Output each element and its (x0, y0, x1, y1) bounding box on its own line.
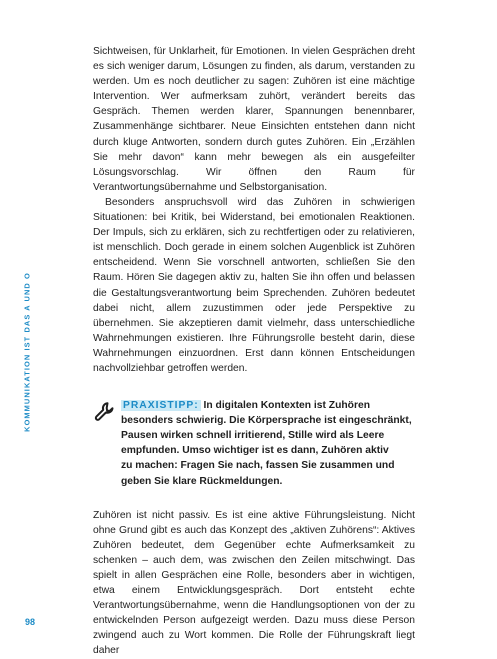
tip-lead: In digitalen Kontexten ist Zuhören (200, 400, 370, 412)
tip-line-2: besonders schwierig. Die Körpersprache ist eingeschränkt, (121, 415, 412, 427)
tip-line-3: Pausen wirken schnell irritierend, Stille wird als Leere (121, 430, 385, 442)
tip-line-1 (121, 398, 415, 413)
wrench-icon (93, 400, 117, 424)
paragraph-1: Sichtweisen, für Unklarheit, für Emotionen. In vielen Gesprächen dreht es sich weniger darum, Lösungen zu finden, als darum, verstanden zu werden. Um es noch deutlicher zu sagen: Zuhören ist eine mächtige Intervention. Wer aufmerksam zuhört, verändert bereits das Gespräch. Themen werden klarer, Spannungen benennbarer, Zusammenhänge sichtbarer. Neue Einsichten entstehen dann nicht durch kluge Antworten, sondern durch gutes Zuhören. Ein „Erzählen Sie mehr davon“ kann mehr bewegen als ein ausgefeilter Lösungsvorschlag. Wir öffnen den Raum für Verantwortungsübernahme und Selbstorganisation. (93, 46, 415, 193)
tip-line-4: empfunden. Umso wichtiger ist es dann, Zuhören aktiv (121, 445, 389, 457)
paragraph-2: Besonders anspruchsvoll wird das Zuhören in schwierigen Situationen: bei Kritik, bei Widerstand, bei emotionalen Reaktionen. Der Impuls, sich zu erklären, sich zu rechtfertigen oder zu relativieren, ist menschlich. Doch gerade in einem solchen Augenblick ist Zuhören entscheidend. Wenn Sie vorschnell antworten, schließen Sie den Raum. Hören Sie dagegen aktiv zu, halten Sie ihn offen und belassen die Gestaltungsverantwortung beim Sprechenden. Zuhören bedeutet dabei nicht, allem zuzustimmen oder jede Perspektive zu übernehmen. Sie akzeptieren damit vielmehr, dass unterschiedliche Wahrnehmungen existieren. Ihre Führungsrolle besteht darin, diese Wahrnehmungen einzuordnen. Erst dann können Entscheidungen nachvollziehbar getroffen werden. (93, 196, 415, 374)
tip-line-6: geben Sie klare Rückmeldungen. (121, 475, 283, 487)
practice-tip-tag: PRAXISTIPP: (123, 400, 199, 412)
tip-line-5: zu machen: Fragen Sie nach, fassen Sie zusammen und (121, 460, 395, 472)
page-number: 98 (25, 617, 36, 627)
paragraph-3: Zuhören ist nicht passiv. Es ist eine aktive Führungsleistung. Nicht ohne Grund gibt es auch das Konzept des „aktiven Zuhörens“: Aktives Zuhören bedeutet, dem Gegenüber echte Aufmerksamkeit zu schenken – auch dem, was zwischen den Zeilen mitschwingt. Das spielt in allen Gesprächen eine Rolle, besonders aber in wichtigen, etwa einem Entwicklungsgespräch. Dort entsteht echte Verantwortungsübernahme, wenn die Handlungsoptionen von der zu entwickelnden Person aufgezeigt werden. Dazu muss diese Person zwingend auch zu Wort kommen. Die Rolle der Führungskraft liegt daher (93, 509, 415, 657)
chapter-title: KOMMUNIKATION IST DAS A UND O (22, 272, 32, 432)
practice-tip-box (93, 398, 415, 489)
page-body (93, 44, 415, 659)
practice-tip-text (121, 398, 415, 489)
